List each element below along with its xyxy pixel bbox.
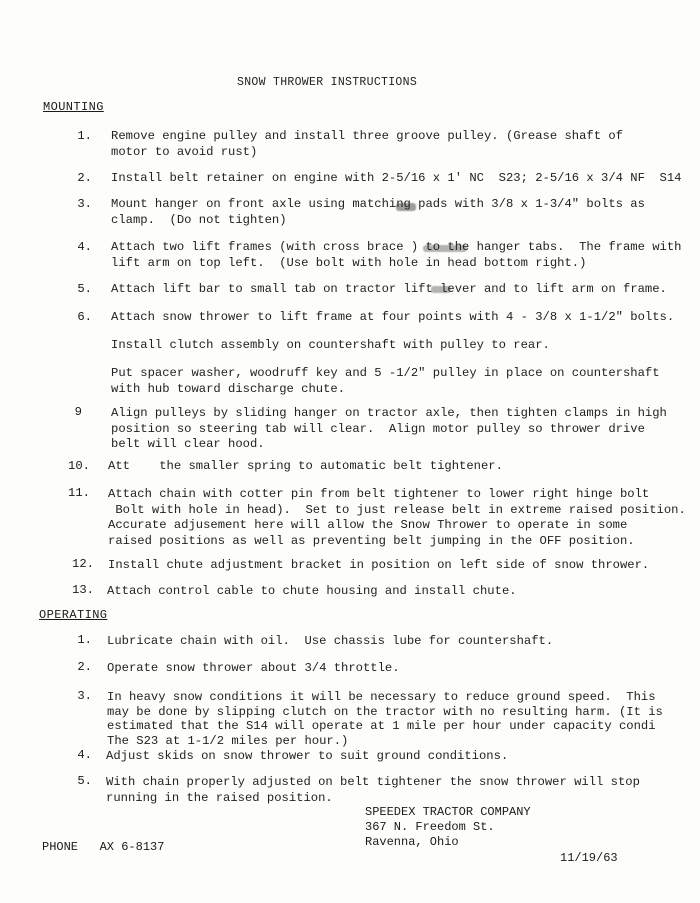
item-number: 4.: [77, 748, 92, 762]
list-item: Install belt retainer on engine with 2-5/16 x 1' NC S23; 2-5/16 x 3/4 NF S14: [111, 171, 682, 185]
document-date: 11/19/63: [560, 851, 618, 865]
company-address-block: [365, 805, 531, 850]
company-name: SPEEDEX TRACTOR COMPANY: [365, 805, 531, 819]
item-number: 5.: [77, 774, 92, 788]
list-item: Attach control cable to chute housing and install chute.: [107, 584, 517, 598]
list-item: Mount hanger on front axle using matching pads with 3/8 x 1-3/4" bolts as clamp. (Do not tighten): [111, 197, 645, 227]
item-number: 6.: [77, 310, 92, 324]
list-item: With chain properly adjusted on belt tightener the snow thrower will stop running in the raised position.: [106, 775, 640, 805]
item-number: 4.: [77, 240, 92, 254]
list-item: Att the smaller spring to automatic belt tightener.: [108, 459, 503, 473]
list-item: Adjust skids on snow thrower to suit ground conditions.: [106, 749, 509, 763]
item-number: 1.: [77, 633, 92, 647]
list-item: In heavy snow conditions it will be necessary to reduce ground speed. This may be done by slipping clutch on the tractor with no resulting harm. (It is estimated that the S14 will operate at 1 mile per hour under capacity condi The S23 at 1-1/2 miles per hour.): [107, 690, 663, 748]
item-number: 1.: [77, 129, 92, 143]
item-number: 2.: [77, 171, 92, 185]
section-heading-operating: OPERATING: [39, 608, 108, 622]
list-item: Remove engine pulley and install three groove pulley. (Grease shaft of motor to avoid rust): [111, 129, 623, 159]
document-title: SNOW THROWER INSTRUCTIONS: [237, 76, 418, 89]
list-item: Install clutch assembly on countershaft with pulley to rear.: [111, 338, 550, 352]
ink-smudge: [396, 203, 416, 211]
company-street: 367 N. Freedom St.: [365, 820, 495, 834]
item-number: 11.: [68, 486, 90, 500]
phone-number: PHONE AX 6-8137: [42, 840, 165, 854]
list-item: Attach lift bar to small tab on tractor lift lever and to lift arm on frame.: [111, 282, 667, 296]
item-number: 10.: [68, 459, 90, 473]
list-item: Attach chain with cotter pin from belt tightener to lower right hinge bolt Bolt with hole in head). Set to just release belt in extreme raised position. Accurate adjusement here will allow the Snow Thrower to operate in some raised positions as well as preventing belt jumping in the OFF position.: [108, 487, 686, 548]
list-item: Put spacer washer, woodruff key and 5 -1/2" pulley in place on countershaft with hub toward discharge chute.: [111, 366, 660, 396]
list-item: Attach two lift frames (with cross brace ) to the hanger tabs. The frame with lift arm on top left. (Use bolt with hole in head bottom right.): [111, 240, 682, 270]
item-number: 3.: [77, 689, 92, 703]
list-item: Lubricate chain with oil. Use chassis lube for countershaft.: [107, 634, 554, 648]
section-heading-mounting: MOUNTING: [43, 100, 104, 114]
item-number: 13.: [72, 583, 94, 597]
list-item: Operate snow thrower about 3/4 throttle.: [107, 661, 400, 675]
item-number: 9: [74, 405, 82, 419]
list-item: Align pulleys by sliding hanger on tractor axle, then tighten clamps in high position so steering tab will clear. Align motor pulley so thrower drive belt will clear hood.: [111, 406, 667, 451]
ink-smudge: [431, 286, 451, 293]
list-item: Attach snow thrower to lift frame at four points with 4 - 3/8 x 1-1/2" bolts.: [111, 310, 675, 324]
company-city: Ravenna, Ohio: [365, 835, 459, 849]
item-number: 3.: [77, 197, 92, 211]
ink-smudge: [423, 245, 467, 252]
list-item: Install chute adjustment bracket in position on left side of snow thrower.: [108, 558, 650, 572]
item-number: 2.: [77, 660, 92, 674]
item-number: 5.: [77, 282, 92, 296]
item-number: 12.: [72, 557, 94, 571]
